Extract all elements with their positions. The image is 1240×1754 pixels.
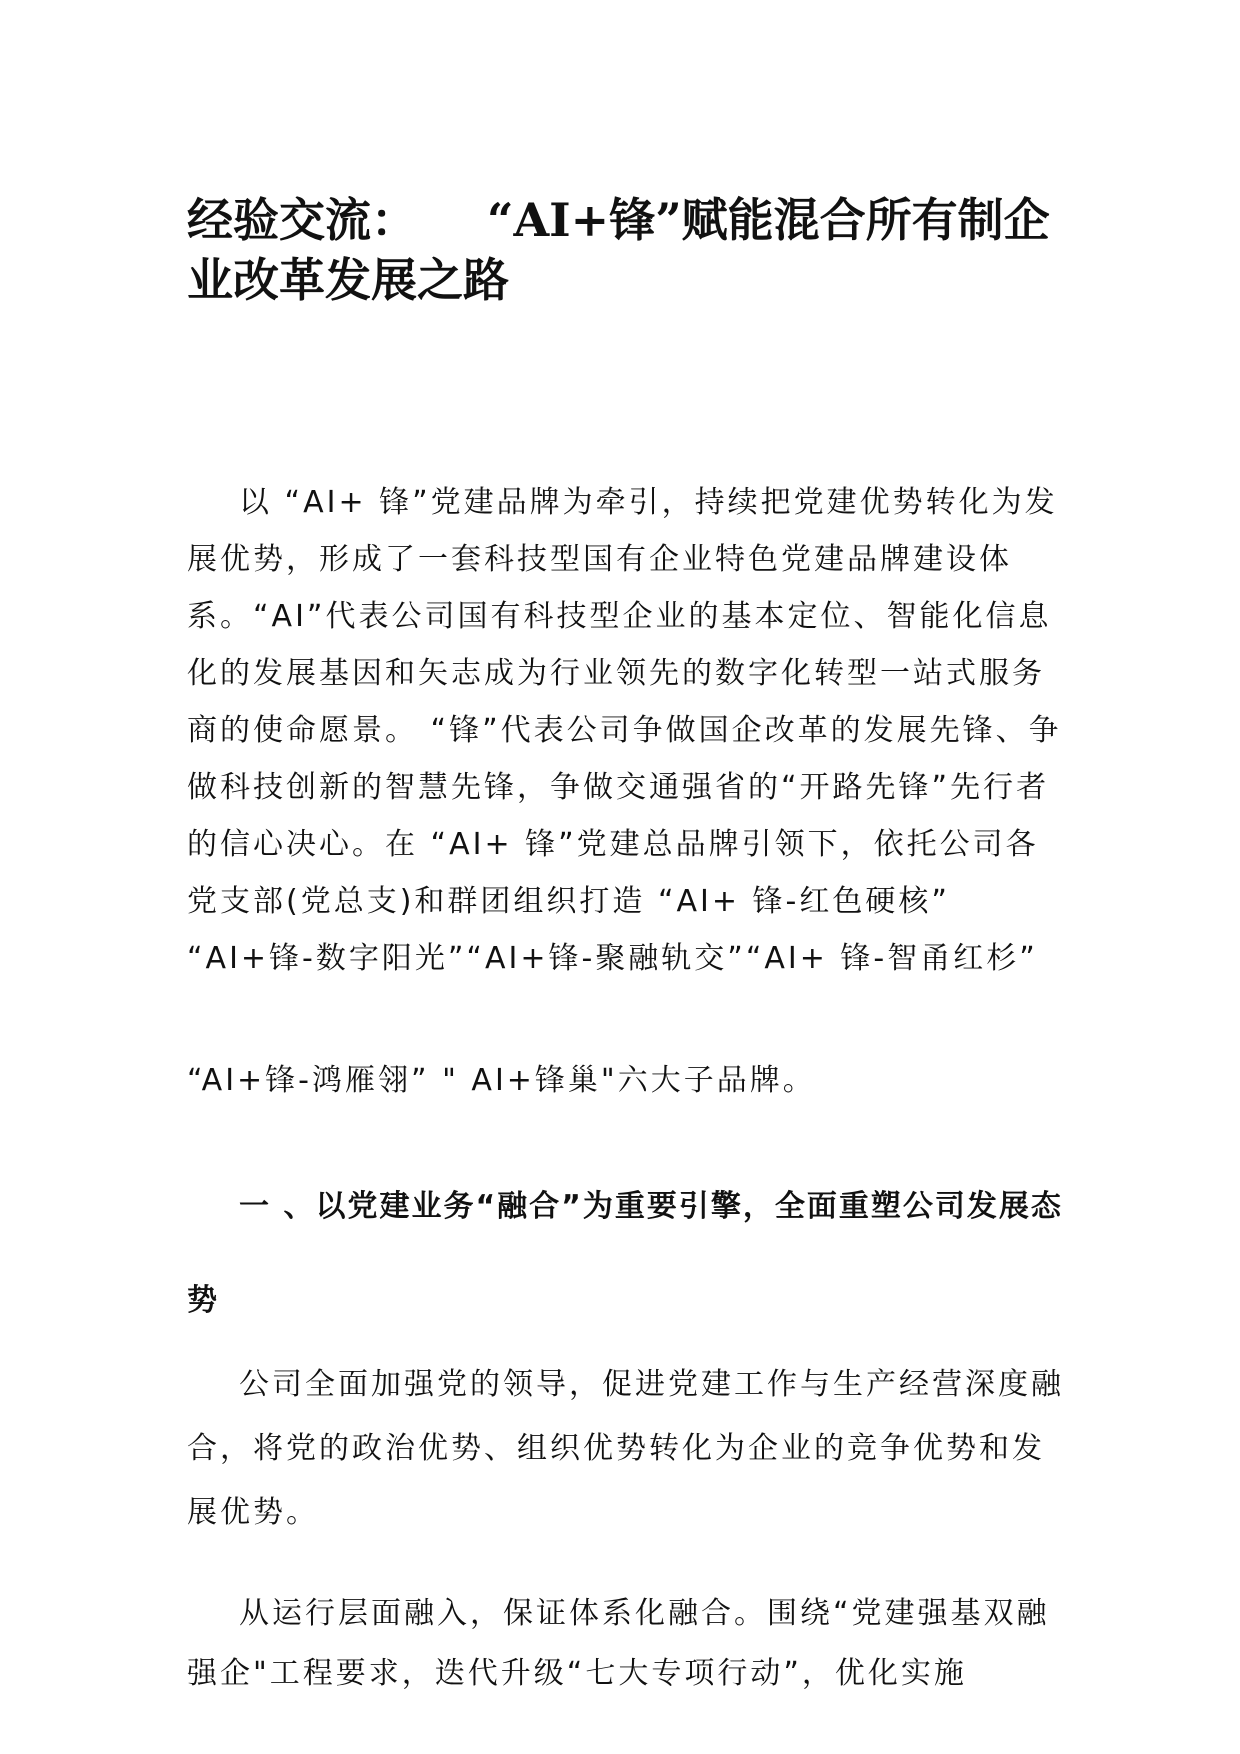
title-main: “AI+锋”赋能混合所有制企业改革发展之路: [187, 193, 1050, 307]
intro-paragraph: 以 “AI+ 锋”党建品牌为牵引，持续把党建优势转化为发展优势，形成了一套科技型国有企业特色党建品牌建设体系。“AI”代表公司国有科技型企业的基本定位、智能化信息化的发展基因和矢志成为行业领先的数字化转型一站式服务商的使命愿景。 “锋”代表公司争做国企改革的发展先锋、争做科技创新的智慧先锋，争做交通强省的“开路先锋”先行者的信心决心。在 “AI+ 锋”党建总品牌引领下，依托公司各党支部(党总支)和群团组织打造 “AI+ 锋-红色硬核” “AI+锋-数字阳光”“AI+锋-聚融轨交”“AI+ 锋-智甬红杉”: [187, 485, 1062, 976]
intro-paragraph-tail: “AI+锋-鸿雁翎” " AI+锋巢"六大子品牌。: [187, 1063, 816, 1098]
section1-paragraph-1: 公司全面加强党的领导，促进党建工作与生产经营深度融合，将党的政治优势、组织优势转化为企业的竞争优势和发展优势。: [187, 1367, 1064, 1530]
section1-paragraph-2: 从运行层面融入，保证体系化融合。围绕“党建强基双融强企"工程要求，迭代升级“七大专项行动”，优化实施: [187, 1596, 1050, 1691]
section-heading-1: 一 、以党建业务“融合”为重要引擎，全面重塑公司发展态势: [187, 1189, 1063, 1318]
document-title: [187, 190, 1067, 310]
title-prefix: 经验交流：: [187, 193, 417, 247]
